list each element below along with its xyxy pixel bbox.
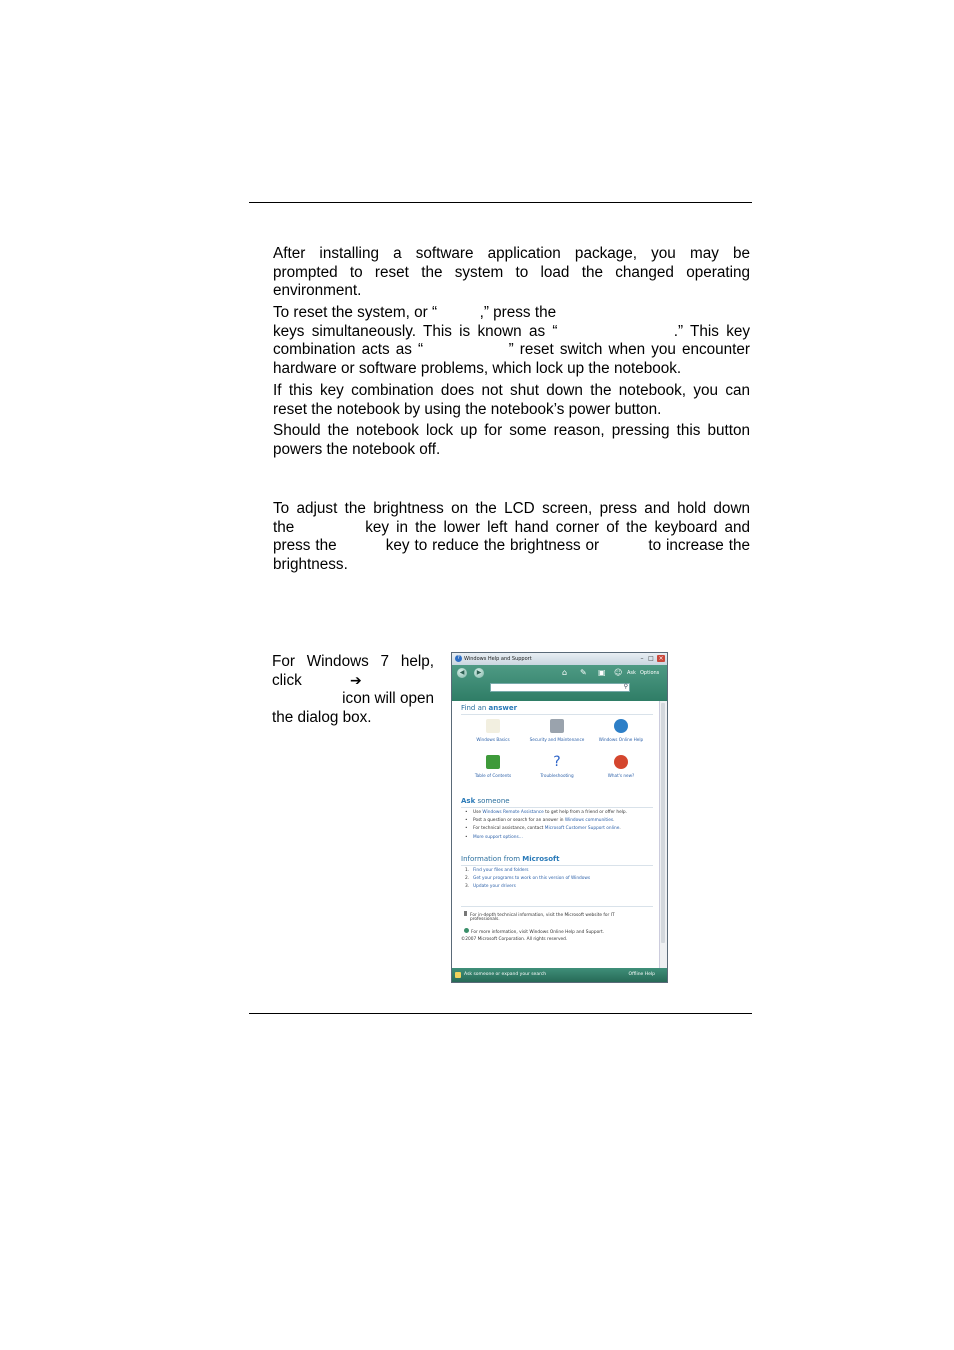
scrollbar-thumb[interactable] bbox=[661, 703, 665, 943]
help-tile[interactable] bbox=[591, 719, 651, 743]
text-line: powers the notebook off. bbox=[273, 440, 441, 458]
bullet: • bbox=[465, 826, 468, 832]
list-text: Use bbox=[473, 810, 483, 815]
help-link[interactable]: Microsoft Customer Support online bbox=[544, 826, 620, 832]
divider bbox=[461, 807, 653, 808]
ask-someone-heading: Ask someone bbox=[461, 797, 510, 805]
search-input[interactable] bbox=[490, 683, 630, 692]
header-rule bbox=[249, 202, 752, 203]
info-microsoft-heading: Information from Microsoft bbox=[461, 855, 560, 863]
globe-small-icon bbox=[464, 928, 469, 933]
offline-help-button[interactable]: Offline Help bbox=[628, 972, 655, 977]
text-line: reset the notebook by using the notebook’s power button. bbox=[273, 400, 662, 418]
list-item bbox=[465, 875, 655, 883]
help-support-window bbox=[451, 652, 668, 983]
book-icon bbox=[486, 755, 500, 769]
ask-small-icon bbox=[455, 972, 461, 978]
search-icon[interactable]: ⚲ bbox=[623, 683, 628, 690]
text-line: prompted to reset the system to load the changed operating bbox=[273, 263, 750, 281]
list-text: . bbox=[619, 826, 621, 832]
text-line: After installing a software application package, you may be bbox=[273, 245, 750, 262]
text-line: press the key to reduce the brightness or to increase the bbox=[273, 537, 750, 555]
brightness-paragraph bbox=[273, 500, 750, 574]
question-icon: ? bbox=[553, 754, 561, 770]
document-icon bbox=[464, 911, 467, 916]
list-text: Post a question or search for an answer in bbox=[473, 818, 565, 824]
text-line bbox=[272, 672, 434, 691]
minimize-button[interactable]: – bbox=[640, 655, 644, 662]
info-microsoft-list bbox=[465, 867, 655, 892]
ask-icon[interactable]: ☺ bbox=[614, 668, 623, 677]
find-answer-heading: Find an answer bbox=[461, 704, 518, 712]
help-tile-label: Security and Maintenance bbox=[529, 737, 585, 742]
windows-logo-icon bbox=[614, 755, 628, 769]
list-item bbox=[465, 867, 655, 875]
wrench-icon bbox=[550, 719, 564, 733]
divider bbox=[461, 906, 653, 907]
forward-button[interactable]: ▶ bbox=[474, 668, 484, 678]
home-icon[interactable]: ⌂ bbox=[562, 668, 568, 677]
help-tile[interactable] bbox=[463, 755, 523, 779]
power-button-paragraph bbox=[273, 382, 750, 419]
help-tile-label: What's new? bbox=[607, 773, 635, 778]
maximize-button[interactable]: □ bbox=[648, 655, 654, 662]
divider bbox=[461, 865, 653, 866]
text-line: combination acts as “ ” reset switch when you encounter bbox=[273, 341, 750, 359]
help-tile[interactable] bbox=[527, 719, 587, 743]
arrow-right-icon: ➔ bbox=[350, 672, 362, 689]
help-toolbar bbox=[452, 665, 667, 701]
reset-keys-paragraph bbox=[273, 304, 750, 378]
help-tile-label: Windows Basics bbox=[476, 737, 510, 742]
status-bar bbox=[452, 968, 667, 982]
options-button[interactable]: Options bbox=[640, 670, 660, 676]
list-item bbox=[465, 817, 655, 825]
back-button[interactable]: ◀ bbox=[457, 668, 467, 678]
print-icon[interactable]: ✎ bbox=[580, 668, 587, 677]
text-line: hardware or software problems, which lock up the notebook. bbox=[273, 359, 682, 377]
help-content bbox=[452, 701, 660, 968]
text-line: brightness. bbox=[273, 555, 348, 573]
footer-online-help-line: For more information, visit Windows Online Help and Support. bbox=[464, 928, 654, 936]
list-item bbox=[465, 834, 655, 842]
list-text: For technical assistance, contact bbox=[473, 826, 545, 832]
list-number: 3. bbox=[465, 884, 470, 890]
window-title: Windows Help and Support bbox=[464, 656, 532, 662]
windows-help-paragraph bbox=[272, 653, 434, 727]
text-line: the key in the lower left hand corner of the keyboard and bbox=[273, 518, 750, 536]
status-ask-link[interactable]: Ask someone or expand your search bbox=[464, 972, 547, 977]
help-link[interactable]: Update your drivers bbox=[473, 884, 516, 890]
list-item bbox=[465, 825, 655, 833]
list-number: 2. bbox=[465, 876, 470, 882]
list-text: to get help from a friend or offer help. bbox=[543, 810, 627, 815]
text-line: To adjust the brightness on the LCD screen, press and hold down bbox=[273, 500, 750, 517]
list-item bbox=[465, 809, 655, 817]
help-link[interactable]: Find your files and folders bbox=[473, 868, 529, 873]
close-button[interactable]: × bbox=[658, 655, 664, 662]
scrollbar[interactable] bbox=[659, 701, 667, 968]
footer-technet-line-2: professionals. bbox=[470, 917, 500, 922]
bullet: • bbox=[465, 810, 468, 815]
text-line: For Windows 7 help, bbox=[272, 653, 434, 670]
list-item bbox=[465, 883, 655, 891]
help-link[interactable]: Windows communities bbox=[564, 818, 614, 824]
text-line: Should the notebook lock up for some reason, pressing this button bbox=[273, 422, 750, 439]
bullet: • bbox=[465, 834, 468, 840]
help-link[interactable]: Get your programs to work on this version of Windows bbox=[473, 876, 591, 882]
divider bbox=[461, 714, 653, 715]
help-tile-label: Troubleshooting bbox=[540, 773, 574, 778]
help-tile[interactable] bbox=[463, 719, 523, 743]
footer-rule bbox=[249, 1013, 752, 1014]
ask-someone-list bbox=[465, 809, 655, 842]
browse-help-icon[interactable]: ▣ bbox=[598, 668, 606, 677]
ask-button[interactable]: Ask bbox=[627, 670, 636, 676]
text-line: environment. bbox=[273, 282, 362, 300]
help-tile-label: Windows Online Help bbox=[598, 737, 644, 742]
globe-icon bbox=[614, 719, 628, 733]
text-line: the dialog box. bbox=[272, 708, 372, 726]
help-tile-label: Table of Contents bbox=[474, 773, 512, 778]
reset-intro-paragraph bbox=[273, 245, 750, 301]
footer-technet-line: For in-depth technical information, visit the Microsoft website for IT bbox=[464, 911, 654, 919]
text-line: icon will open bbox=[342, 690, 434, 708]
help-icon: ? bbox=[455, 655, 462, 662]
list-text: . bbox=[613, 818, 615, 824]
text-line: If this key combination does not shut down the notebook, you can bbox=[273, 382, 750, 399]
list-number: 1. bbox=[465, 868, 470, 873]
text-line: keys simultaneously. This is known as “ .” This key bbox=[273, 322, 750, 340]
help-link[interactable]: Windows Remote Assistance bbox=[482, 810, 544, 815]
help-link[interactable]: More support options... bbox=[473, 834, 523, 840]
help-tile[interactable] bbox=[591, 755, 651, 779]
window-titlebar bbox=[452, 653, 667, 665]
lockup-paragraph bbox=[273, 422, 750, 459]
windows-basics-icon bbox=[486, 719, 500, 733]
text-line: To reset the system, or “ ,” press the bbox=[273, 304, 557, 321]
footer-copyright: ©2007 Microsoft Corporation. All rights reserved. bbox=[461, 937, 568, 942]
click-text: click bbox=[272, 671, 302, 689]
help-tile[interactable] bbox=[527, 755, 587, 779]
bullet: • bbox=[465, 818, 468, 824]
